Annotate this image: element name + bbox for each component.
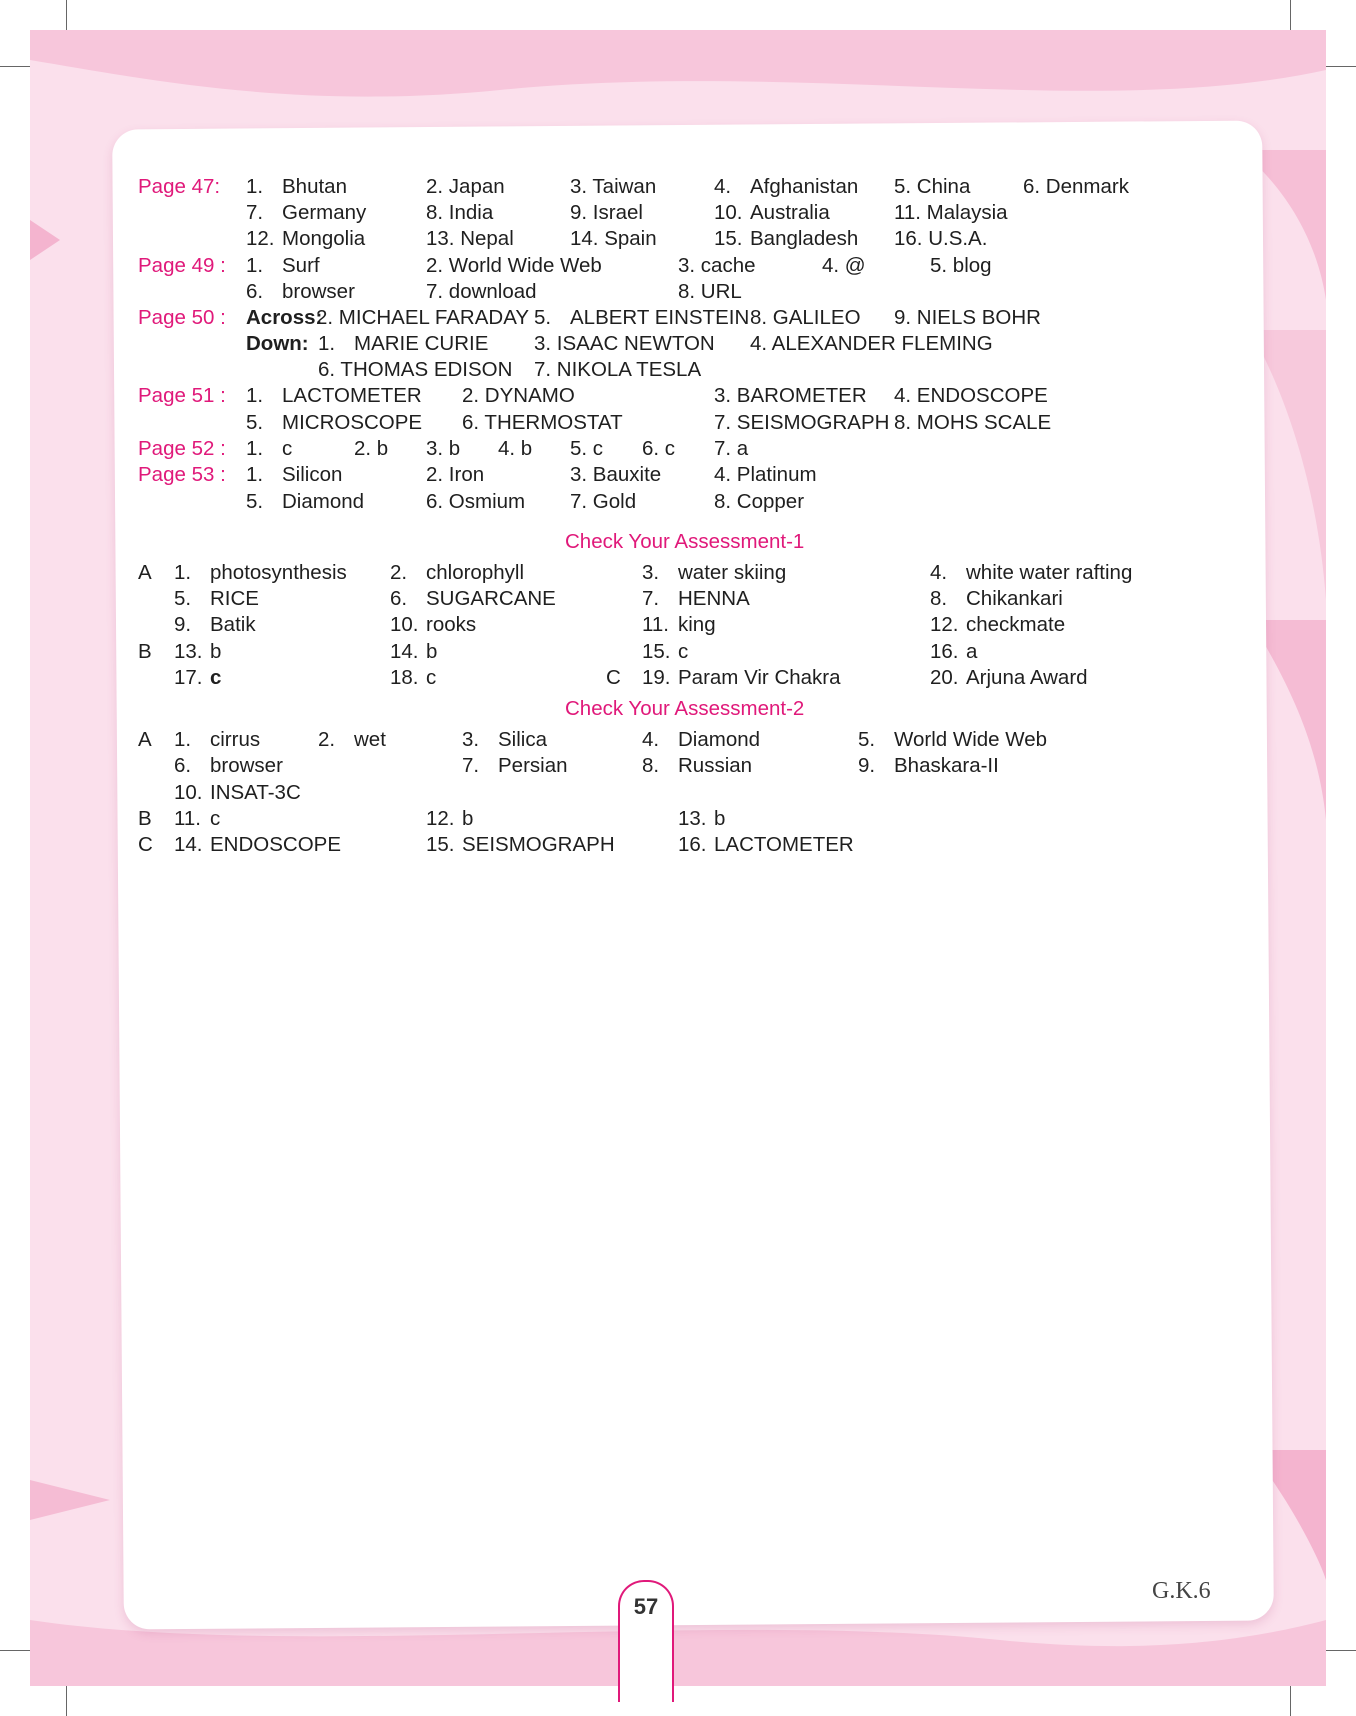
answer-text: 16. U.S.A. <box>894 227 988 250</box>
answer-text: 7. <box>642 587 660 610</box>
answer-text: browser <box>282 280 355 303</box>
answer-text: 10. <box>174 781 203 804</box>
answer-text: 1. <box>174 728 192 751</box>
answer-text: Persian <box>498 754 568 777</box>
answer-text: 10. <box>714 201 743 224</box>
answer-text: 18. <box>390 666 419 689</box>
answer-text: 3. <box>642 561 660 584</box>
answer-text: 1. <box>174 561 192 584</box>
answer-text: SUGARCANE <box>426 587 556 610</box>
answer-text: 12. <box>426 807 455 830</box>
answer-text: 9. Israel <box>570 201 643 224</box>
answer-text: 2. World Wide Web <box>426 254 602 277</box>
answer-text: 17. <box>174 666 203 689</box>
answer-text: Silicon <box>282 463 343 486</box>
answer-text: wet <box>354 728 386 751</box>
answer-text: 3. cache <box>678 254 756 277</box>
answer-text: 2. Iron <box>426 463 485 486</box>
answer-text: 15. <box>426 833 455 856</box>
answer-text: Afghanistan <box>750 175 859 198</box>
answer-text: Down: <box>246 332 309 355</box>
answer-text: B <box>138 640 152 663</box>
answer-text: 8. India <box>426 201 494 224</box>
answer-text: ALBERT EINSTEIN <box>570 306 750 329</box>
page-number: 57 <box>618 1580 674 1702</box>
answer-text: MICROSCOPE <box>282 411 423 434</box>
answer-text: Germany <box>282 201 367 224</box>
answer-text: a <box>966 640 978 663</box>
answer-text: 7. NIKOLA TESLA <box>534 358 702 381</box>
answer-text: 2. DYNAMO <box>462 384 575 407</box>
answer-text: 3. Bauxite <box>570 463 662 486</box>
answer-text: 3. BAROMETER <box>714 384 867 407</box>
answer-text: c <box>210 666 222 689</box>
answer-text: 1. <box>246 463 264 486</box>
answer-text: LACTOMETER <box>714 833 854 856</box>
answer-text: Diamond <box>678 728 761 751</box>
answer-text: rooks <box>426 613 477 636</box>
answer-text: 4. <box>930 561 948 584</box>
answer-text: water skiing <box>678 561 787 584</box>
answer-text: 13. Nepal <box>426 227 514 250</box>
answer-text: 5. <box>246 411 264 434</box>
answer-text: 14. <box>174 833 203 856</box>
answer-text: 5. <box>534 306 552 329</box>
answer-text: 15. <box>714 227 743 250</box>
answer-text: ENDOSCOPE <box>210 833 341 856</box>
answer-text: 12. <box>930 613 959 636</box>
answer-text: 11. Malaysia <box>894 201 1008 224</box>
answer-text: 6. <box>390 587 408 610</box>
answer-text: c <box>210 807 221 830</box>
answer-text: Chikankari <box>966 587 1063 610</box>
page-ref-label: Page 50 : <box>138 306 226 329</box>
answer-text: Arjuna Award <box>966 666 1088 689</box>
answer-text: 1. <box>246 254 264 277</box>
answer-text: 4. <box>714 175 732 198</box>
answer-text: 4. b <box>498 437 533 460</box>
answer-text: 16. <box>678 833 707 856</box>
answer-text: Mongolia <box>282 227 366 250</box>
answer-text: 4. @ <box>822 254 866 277</box>
answer-text: 7. download <box>426 280 537 303</box>
answer-text: Across: <box>246 306 323 329</box>
answer-text: 13. <box>678 807 707 830</box>
answer-text: 6. <box>246 280 264 303</box>
answer-text: 6. Denmark <box>1023 175 1129 198</box>
answer-text: World Wide Web <box>894 728 1048 751</box>
book-label: G.K.6 <box>1152 1578 1211 1604</box>
answer-text: c <box>282 437 293 460</box>
answer-text: B <box>138 807 152 830</box>
answer-text: b <box>714 807 726 830</box>
answer-text: 3. Taiwan <box>570 175 657 198</box>
answer-text: 8. URL <box>678 280 742 303</box>
answer-text: Bhutan <box>282 175 347 198</box>
answer-text: chlorophyll <box>426 561 524 584</box>
page-ref-label: Page 49 : <box>138 254 226 277</box>
answer-text: MARIE CURIE <box>354 332 489 355</box>
answer-text: 20. <box>930 666 959 689</box>
answer-text: 1. <box>246 384 264 407</box>
answer-text: 4. ALEXANDER FLEMING <box>750 332 993 355</box>
answer-text: RICE <box>210 587 259 610</box>
answer-text: 1. <box>246 437 264 460</box>
answer-text: b <box>426 640 438 663</box>
answer-text: 3. ISAAC NEWTON <box>534 332 715 355</box>
answer-text: HENNA <box>678 587 750 610</box>
answer-text: cirrus <box>210 728 261 751</box>
answer-text: 11. <box>642 613 669 636</box>
answer-text: 7. <box>462 754 480 777</box>
answer-text: 2. Japan <box>426 175 505 198</box>
answer-text: 7. Gold <box>570 490 637 513</box>
answer-text: 4. Platinum <box>714 463 817 486</box>
answer-text: 2. <box>318 728 336 751</box>
answer-text: 1. <box>318 332 336 355</box>
answer-text: 2. <box>390 561 408 584</box>
answer-text: Surf <box>282 254 320 277</box>
answer-text: 6. Osmium <box>426 490 526 513</box>
answer-text: 12. <box>246 227 275 250</box>
page-ref-label: Page 52 : <box>138 437 226 460</box>
answer-text: 6. THOMAS EDISON <box>318 358 513 381</box>
answer-text: c <box>678 640 689 663</box>
answer-text: 6. THERMOSTAT <box>462 411 623 434</box>
answer-text: 7. a <box>714 437 749 460</box>
answer-text: 6. <box>174 754 192 777</box>
answer-text: INSAT-3C <box>210 781 301 804</box>
answer-text: 5. <box>174 587 192 610</box>
answer-text: Param Vir Chakra <box>678 666 841 689</box>
answer-text: 14. Spain <box>570 227 657 250</box>
answer-text: king <box>678 613 716 636</box>
answer-text: white water rafting <box>966 561 1133 584</box>
answer-text: b <box>462 807 474 830</box>
answer-text: LACTOMETER <box>282 384 422 407</box>
answer-text: Diamond <box>282 490 365 513</box>
answer-text: 11. <box>174 807 201 830</box>
answer-text: 13. <box>174 640 203 663</box>
answer-text: 7. SEISMOGRAPH <box>714 411 890 434</box>
answer-text: 6. c <box>642 437 676 460</box>
answer-text: 8. <box>930 587 948 610</box>
answer-text: browser <box>210 754 283 777</box>
answer-text: 1. <box>246 175 264 198</box>
answer-text: 9. <box>858 754 876 777</box>
page-ref-label: Page 53 : <box>138 463 226 486</box>
answer-text: C <box>138 833 153 856</box>
answer-text: SEISMOGRAPH <box>462 833 615 856</box>
answer-text: 9. NIELS BOHR <box>894 306 1041 329</box>
answer-text: checkmate <box>966 613 1066 636</box>
answer-text: Silica <box>498 728 547 751</box>
answer-text: 7. <box>246 201 264 224</box>
answer-text: Bangladesh <box>750 227 859 250</box>
answer-text: 5. <box>858 728 876 751</box>
answer-text: 19. <box>642 666 671 689</box>
answer-text: 5. blog <box>930 254 992 277</box>
answer-text: C <box>606 666 621 689</box>
answer-text: 10. <box>390 613 419 636</box>
answer-text: 5. <box>246 490 264 513</box>
answer-text: 3. <box>462 728 480 751</box>
answer-text: 5. c <box>570 437 604 460</box>
answer-text: 9. <box>174 613 192 636</box>
answer-text: 2. b <box>354 437 389 460</box>
answer-text: A <box>138 728 152 751</box>
answer-text: A <box>138 561 152 584</box>
page-ref-label: Page 51 : <box>138 384 226 407</box>
answer-text: Australia <box>750 201 830 224</box>
answer-text: 5. China <box>894 175 971 198</box>
answer-text: c <box>426 666 437 689</box>
page-ref-label: Page 47: <box>138 175 221 198</box>
answer-text: 4. <box>642 728 660 751</box>
answer-text: Batik <box>210 613 256 636</box>
answer-text: Bhaskara-II <box>894 754 999 777</box>
answer-text: 4. ENDOSCOPE <box>894 384 1048 407</box>
answer-text: 2. MICHAEL FARADAY <box>316 306 530 329</box>
answer-text: 15. <box>642 640 671 663</box>
section-heading: Check Your Assessment-2 <box>565 697 805 720</box>
answer-text: b <box>210 640 222 663</box>
answer-text: 8. <box>642 754 660 777</box>
answer-text: Russian <box>678 754 753 777</box>
answer-text: photosynthesis <box>210 561 347 584</box>
answer-text: 14. <box>390 640 419 663</box>
answer-text: 8. Copper <box>714 490 805 513</box>
answer-text: 16. <box>930 640 959 663</box>
section-heading: Check Your Assessment-1 <box>565 530 805 553</box>
answer-text: 8. GALILEO <box>750 306 861 329</box>
answer-text: 3. b <box>426 437 461 460</box>
answer-text: 8. MOHS SCALE <box>894 411 1052 434</box>
